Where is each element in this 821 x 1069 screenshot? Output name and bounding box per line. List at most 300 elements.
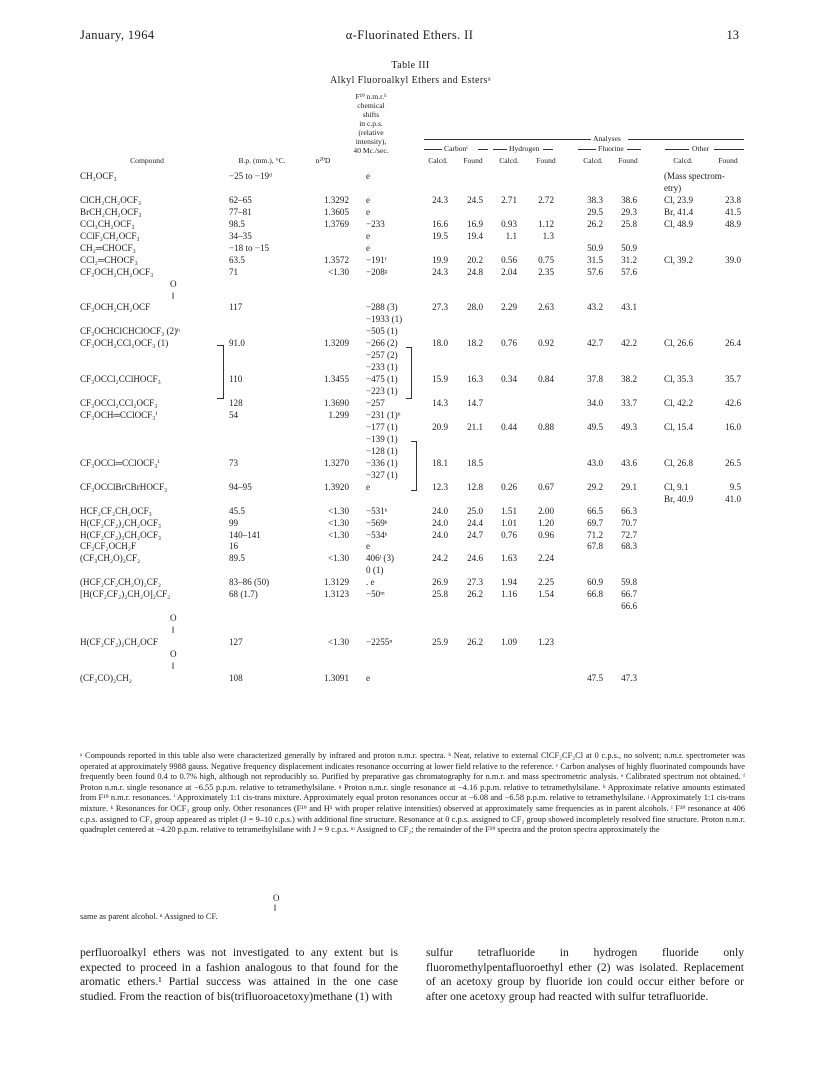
nd-cell: 1.3920 (323, 481, 349, 492)
shift-cell: −50ᵐ (366, 589, 385, 600)
compound-cell: ‖ (172, 625, 175, 636)
fluorine-found-cell: 43.6 (621, 457, 637, 468)
table-row (0, 170, 821, 182)
page-number: 13 (726, 28, 739, 42)
bp-cell: 128 (229, 398, 243, 409)
nd-header: n²⁰D (315, 156, 331, 165)
bp-cell: 71 (229, 266, 239, 277)
carbon-calcd-cell: 20.9 (432, 421, 448, 432)
compound-cell: (CF₃CO)₂CH₂ (80, 672, 132, 683)
table-row (0, 529, 821, 541)
body-paragraph: sulfur tetrafluoride in hydrogen fluoride only fluoromethylpentafluoroethyl ether (2) was isolated. Replacement of an acetoxy group by fluoride ion could occur either before or after one acetoxy group had reacted with sulfur tetrafluoride. (426, 946, 744, 1003)
bp-cell: 140–141 (229, 529, 261, 540)
carbon-found-cell: 25.0 (467, 505, 483, 516)
bp-cell: 34–35 (229, 230, 252, 241)
fluorine-calcd-cell: 67.8 (587, 541, 603, 552)
bp-cell: 77–81 (229, 206, 252, 217)
fluorine-found-cell: 72.7 (621, 529, 637, 540)
shift-cell: −327 (1) (366, 469, 398, 480)
table-row (0, 313, 821, 325)
compound-cell: CF₃CF₂OCH₂F (80, 541, 137, 552)
nd-cell: 1.3690 (323, 398, 349, 409)
fluorine-calcd-cell: 37.8 (587, 374, 603, 385)
shift-header (336, 92, 406, 155)
table-row (0, 517, 821, 529)
bp-cell: 54 (229, 410, 239, 420)
bp-cell: −25 to −19ᵈ (229, 171, 272, 181)
shift-cell: e (366, 206, 371, 217)
hydrogen-header: Hydrogen (509, 144, 540, 153)
bp-cell: 89.5 (229, 553, 245, 564)
carbon-found-cell: 24.7 (467, 529, 483, 540)
fluorine-calcd-cell: 43.0 (587, 457, 603, 468)
shift-cell: e (366, 171, 371, 181)
carbon-rule (478, 149, 488, 150)
fluorine-found-cell: 57.6 (621, 266, 637, 277)
table-row (0, 242, 821, 254)
hydrogen-found-cell: 0.96 (538, 529, 554, 540)
analyses-rule-right (628, 139, 744, 140)
compound-cell: H(CF₂CF₂)₂CH₂OCF₃ (80, 517, 162, 528)
bp-cell: 127 (229, 637, 243, 648)
nd-cell: <1.30 (327, 553, 349, 564)
table-row (0, 564, 821, 576)
nd-cell: <1.30 (327, 637, 349, 648)
compound-header: Compound (130, 156, 164, 165)
hydrogen-found-cell: 1.54 (538, 589, 554, 600)
other-found-cell: 23.8 (725, 194, 741, 205)
nd-cell: 1.3091 (323, 672, 349, 683)
hydrogen-calcd-header: Calcd. (499, 156, 519, 165)
shift-cell: e (366, 481, 371, 492)
body-column-right (426, 946, 744, 1004)
body-column-left (80, 946, 398, 1004)
shift-cell: . e (366, 577, 375, 588)
other-found-cell: 39.0 (725, 254, 741, 265)
fluorine-calcd-cell: 31.5 (587, 254, 603, 265)
carbon-found-cell: 20.2 (467, 254, 483, 265)
carbon-calcd-cell: 25.9 (432, 637, 448, 648)
compound-cell: (CF₃CH₂O)₂CF₂ (80, 553, 141, 564)
carbon-found-cell: 14.7 (467, 398, 483, 409)
hydrogen-calcd-cell: 1.51 (501, 505, 517, 516)
compound-cell: CF₃OCClBrCBrHOCF₃ (80, 481, 168, 492)
other-calcd-cell: Cl, 26.6 (664, 338, 694, 349)
bp-header: B.p. (mm.), °C. (238, 156, 286, 165)
other-found-cell: 9.5 (729, 481, 741, 492)
shift-header-line: 40 Mc./sec. (353, 146, 389, 155)
nd-cell: 1.3129 (323, 577, 349, 588)
bracket (217, 345, 224, 399)
table-row (0, 624, 821, 636)
shift-cell: −223 (1) (366, 386, 398, 397)
hydrogen-found-cell: 2.24 (538, 553, 554, 564)
compound-cell: CF₃OCHClCHClOCF₃ (2)ʰ (80, 326, 180, 337)
compound-cell: HCF₂CF₂CH₂OCF₃ (80, 505, 152, 516)
other-found-cell: 41.0 (725, 493, 741, 504)
hydrogen-found-cell: 0.75 (538, 254, 554, 265)
shift-cell: 406ˡ (3) (366, 553, 395, 564)
other-calcd-cell: Cl, 48.9 (664, 218, 694, 229)
carbon-calcd-cell: 24.2 (432, 553, 448, 564)
other-found-cell: 48.9 (725, 218, 741, 229)
carbon-calcd-cell: 27.3 (432, 302, 448, 313)
table-row (0, 278, 821, 290)
compound-cell: CF₃OCH₂CH₂OCF (80, 302, 151, 313)
carbon-calcd-cell: 24.0 (432, 505, 448, 516)
carbon-found-header: Found (463, 156, 483, 165)
compound-cell: CF₃OCCl═CClOCF₃ⁱ (80, 457, 160, 468)
other-calcd-header: Calcd. (673, 156, 693, 165)
compound-cell: CH₃OCF₃ (80, 171, 117, 181)
table-row (0, 290, 821, 302)
fluorine-found-cell: 66.6 (621, 601, 637, 612)
fluorine-rule (578, 149, 596, 150)
shift-header-line: shifts (362, 110, 380, 119)
shift-cell: −177 (1) (366, 421, 398, 432)
hydrogen-found-header: Found (536, 156, 556, 165)
carbon-calcd-cell: 19.9 (432, 254, 448, 265)
carbon-found-cell: 12.8 (467, 481, 483, 492)
compound-cell: ‖ (172, 660, 175, 671)
shift-cell: −531ᵏ (366, 505, 388, 516)
shift-cell: −475 (1) (366, 374, 398, 385)
bp-cell: 99 (229, 517, 239, 528)
other-calcd-cell: Cl, 9.1 (664, 481, 689, 492)
shift-cell: −266 (2) (366, 338, 398, 349)
fluorine-calcd-cell: 43.2 (587, 302, 603, 313)
shift-cell: e (366, 242, 371, 253)
hydrogen-calcd-cell: 1.1 (505, 230, 517, 241)
compound-cell: H(CF₂CF₂)₂CH₂OCF (80, 637, 158, 648)
shift-header-line: F¹⁹ n.m.r.ᵇ (355, 92, 387, 101)
compound-cell: [H(CF₂CF₂)₂CH₂O]₂CF₂ (80, 589, 171, 600)
hydrogen-calcd-cell: 2.29 (501, 302, 517, 313)
other-calcd-cell: Cl, 15.4 (664, 421, 694, 432)
other-found-cell: 42.6 (725, 398, 741, 409)
shift-cell: e (366, 541, 371, 552)
bracket (406, 347, 412, 399)
hydrogen-found-cell: 1.20 (538, 517, 554, 528)
hydrogen-calcd-cell: 1.63 (501, 553, 517, 564)
compound-cell: (HCF₂CF₂CH₂O)₂CF₂ (80, 577, 162, 588)
fluorine-calcd-cell: 69.7 (587, 517, 603, 528)
other-calcd-cell: Cl, 42.2 (664, 398, 694, 409)
carbon-header: Carbonᶜ (444, 144, 469, 153)
fluorine-found-cell: 49.3 (621, 421, 637, 432)
fluorine-calcd-cell: 42.7 (587, 338, 603, 349)
hydrogen-found-cell: 2.35 (538, 266, 554, 277)
fluorine-calcd-cell: 66.8 (587, 589, 603, 600)
compound-cell: CF₃OCH₂CH₂OCF₃ (80, 266, 154, 277)
carbon-calcd-cell: 24.0 (432, 517, 448, 528)
shift-cell: −569ᵏ (366, 517, 388, 528)
table-row (0, 600, 821, 612)
fluorine-found-cell: 50.9 (621, 242, 637, 253)
table-row (0, 540, 821, 552)
shift-cell: −257 (366, 398, 385, 409)
shift-cell: −233 (366, 218, 385, 229)
fluorine-found-cell: 29.3 (621, 206, 637, 217)
analyses-rule-left (424, 139, 591, 140)
footnote-text-end: same as parent alcohol. ⁿ Assigned to CF. (80, 912, 218, 921)
shift-cell: −534ᵏ (366, 529, 388, 540)
bp-cell: 68 (1.7) (229, 589, 258, 600)
carbon-calcd-cell: 26.9 (432, 577, 448, 588)
bp-cell: 73 (229, 457, 239, 468)
table-row (0, 254, 821, 266)
nd-cell: 1.299 (328, 410, 349, 420)
carbon-found-cell: 24.5 (467, 194, 483, 205)
compound-cell: H(CF₂CF₂)₃CH₂OCF₃ (80, 529, 162, 540)
hydrogen-found-cell: 2.72 (538, 194, 554, 205)
compound-cell: CClF₂CH₂OCF₃ (80, 230, 140, 241)
hydrogen-found-cell: 2.00 (538, 505, 554, 516)
table-row (0, 182, 821, 194)
table-row (0, 493, 821, 505)
shift-cell: e (366, 672, 371, 683)
carbon-found-cell: 24.8 (467, 266, 483, 277)
hydrogen-found-cell: 0.84 (538, 374, 554, 385)
table-row (0, 576, 821, 588)
bp-cell: 45.5 (229, 505, 245, 516)
carbon-found-cell: 21.1 (467, 421, 483, 432)
compound-cell: BrCH₂CH₂OCF₃ (80, 206, 142, 217)
hydrogen-calcd-cell: 1.09 (501, 637, 517, 648)
fluorine-found-cell: 38.2 (621, 374, 637, 385)
nd-cell: 1.3455 (323, 374, 349, 385)
compound-cell: CCl₂═CHOCF₃ (80, 254, 138, 265)
carbon-found-cell: 16.3 (467, 374, 483, 385)
nd-cell: <1.30 (327, 505, 349, 516)
table-title: Alkyl Fluoroalkyl Ethers and Estersᵃ (329, 75, 491, 86)
fluorine-calcd-cell: 71.2 (587, 529, 603, 540)
table-row (0, 612, 821, 624)
compound-cell: O (170, 613, 177, 624)
bp-cell: 98.5 (229, 218, 245, 229)
hydrogen-found-cell: 2.25 (538, 577, 554, 588)
other-found-cell: 16.0 (725, 421, 741, 432)
hydrogen-calcd-cell: 0.44 (501, 421, 517, 432)
other-rule (665, 149, 689, 150)
table-footnotes-end (80, 912, 745, 923)
fluorine-calcd-cell: 60.9 (587, 577, 603, 588)
shift-cell: −208ᵍ (366, 266, 388, 277)
fluorine-calcd-cell: 29.5 (587, 206, 603, 217)
compound-cell: CF₃OCH₂CCl₂OCF₃ (1) (80, 338, 169, 349)
fluorine-found-cell: 66.3 (621, 505, 637, 516)
hydrogen-calcd-cell: 0.93 (501, 218, 517, 229)
hydrogen-found-cell: 1.23 (538, 637, 554, 648)
fluorine-found-cell: 43.1 (621, 302, 637, 313)
compound-cell: CF₃OCH═CClOCF₃ⁱ (80, 410, 158, 420)
fluorine-found-cell: 38.6 (621, 194, 637, 205)
hydrogen-calcd-cell: 0.26 (501, 481, 517, 492)
hydrogen-calcd-cell: 0.34 (501, 374, 517, 385)
nd-cell: 1.3605 (323, 206, 349, 217)
carbon-calcd-cell: 24.3 (432, 194, 448, 205)
shift-header-line: intensity), (355, 137, 387, 146)
hydrogen-rule (543, 149, 553, 150)
table-row (0, 266, 821, 278)
nd-cell: 1.3123 (323, 589, 349, 600)
table-row (0, 230, 821, 242)
carbon-calcd-cell: 18.1 (432, 457, 448, 468)
nd-cell: <1.30 (327, 266, 349, 277)
fluorine-found-cell: 31.2 (621, 254, 637, 265)
body-paragraph: perfluoroalkyl ethers was not investigated to any extent but is expected to proceed in a fashion analogous to that found for the aromatic ethers.¹ Partial success was attained in the one case studied. From the reaction of bis(trifluoroacetoxy)methane (1) with (80, 946, 398, 1003)
compound-cell: O (170, 278, 177, 289)
table-row (0, 505, 821, 517)
table-row (0, 301, 821, 313)
nd-cell: 1.3572 (323, 254, 349, 265)
fluorine-found-cell: 70.7 (621, 517, 637, 528)
fluorine-calcd-cell: 47.5 (587, 672, 603, 683)
table-number: Table III (391, 60, 430, 71)
fluorine-calcd-cell: 38.3 (587, 194, 603, 205)
shift-cell: −505 (1) (366, 326, 398, 337)
other-calcd-cell: Br, 40.9 (664, 493, 694, 504)
bp-cell: 94–95 (229, 481, 252, 492)
hydrogen-found-cell: 1.3 (542, 230, 554, 241)
hydrogen-found-cell: 1.12 (538, 218, 554, 229)
other-found-cell: 26.4 (725, 338, 741, 349)
carbon-calcd-cell: 14.3 (432, 398, 448, 409)
nd-cell: 1.3769 (323, 218, 349, 229)
analyses-header: Analyses (593, 134, 621, 143)
shift-header-line: in c.p.s. (359, 119, 383, 128)
table-row (0, 194, 821, 206)
header-date: January, 1964 (80, 28, 155, 42)
table-row (0, 588, 821, 600)
carbon-calcd-header: Calcd. (428, 156, 448, 165)
hydrogen-calcd-cell: 1.16 (501, 589, 517, 600)
compound-cell: ‖ (172, 290, 175, 301)
other-found-cell: 35.7 (725, 374, 741, 385)
shift-cell: e (366, 230, 371, 241)
other-calcd-cell: Cl, 26.8 (664, 457, 694, 468)
fluorine-found-cell: 42.2 (621, 338, 637, 349)
bp-cell: 110 (229, 374, 243, 385)
shift-cell: −1933 (1) (366, 314, 403, 325)
table-row (0, 325, 821, 337)
fluorine-calcd-header: Calcd. (583, 156, 603, 165)
fluorine-calcd-cell: 34.0 (587, 398, 603, 409)
fluorine-calcd-cell: 50.9 (587, 242, 603, 253)
other-found-cell: 26.5 (725, 457, 741, 468)
fluorine-found-cell: 59.8 (621, 577, 637, 588)
table-row (0, 648, 821, 660)
shift-cell: −2255ⁿ (366, 637, 393, 648)
nd-cell: 1.3292 (323, 194, 349, 205)
nd-cell: 1.3209 (323, 338, 349, 349)
hydrogen-found-cell: 0.88 (538, 421, 554, 432)
table-row (0, 206, 821, 218)
shift-cell: −233 (1) (366, 362, 398, 373)
carbon-calcd-cell: 25.8 (432, 589, 448, 600)
other-calcd-cell: Cl, 35.3 (664, 374, 694, 385)
fluorine-calcd-cell: 66.5 (587, 505, 603, 516)
nd-cell: <1.30 (327, 517, 349, 528)
carbon-rule (424, 149, 442, 150)
fluorine-rule (627, 149, 641, 150)
carbon-found-cell: 28.0 (467, 302, 483, 313)
fluorine-found-cell: 68.3 (621, 541, 637, 552)
table-row (0, 672, 821, 684)
hydrogen-found-cell: 0.92 (538, 338, 554, 349)
carbon-found-cell: 26.2 (467, 589, 483, 600)
table-row (0, 636, 821, 648)
hydrogen-rule (493, 149, 507, 150)
other-calcd-cell: (Mass spectrom- (664, 171, 725, 181)
carbon-found-cell: 27.3 (467, 577, 483, 588)
other-calcd-cell: Br, 41.4 (664, 206, 694, 217)
fluorine-header: Fluorine (598, 144, 624, 153)
fluorine-found-cell: 33.7 (621, 398, 637, 409)
compound-cell: CF₃OCCl₂CClHOCF₃ (80, 374, 161, 385)
hydrogen-calcd-cell: 2.04 (501, 266, 517, 277)
hydrogen-calcd-cell: 0.76 (501, 338, 517, 349)
fluorine-calcd-cell: 29.2 (587, 481, 603, 492)
fluorine-found-cell: 29.1 (621, 481, 637, 492)
footnote-text: ᵃ Compounds reported in this table also were characterized generally by infrared and proton n.m.r. spectra. ᵇ Neat, relative to external ClCF₂CF₂Cl at 0 c.p.s., no solvent; n.m.r. spectrometer was operated at approximately 9988 gauss. Negative frequency displacement indicates resonance occurring at lower field relative to the reference. ᶜ Carbon analyses of highly fluorinated compounds have frequently been found 0.4 to 0.7% high, although not reproducibly so. Purified by preparative gas chromatography for n.m.r. and mass spectrometric analysis. ᵉ Calibrated spectrum not obtained. ᶠ Proton n.m.r. single resonance at −6.55 p.p.m. relative to tetramethylsilane. ᵍ Proton n.m.r. single resonance at −4.16 p.p.m. relative to tetramethylsilane. ʰ Approximate relative amounts estimated from F¹⁹ n.m.r. resonances. ⁱ Approximately 1:1 cis-trans mixture. Approximately equal proton resonances occur at −6.08 and −6.58 p.p.m. relative to tetramethylsilane. ʲ Approximately 1:1 cis-trans mixture. ᵏ Resonances for OCF₃ group only. Other resonances (F¹⁹ and H¹ with proper relative intensities) observed at approximately same frequencies as in parent alcohols. ˡ F¹⁹ resonance at 406 c.p.s. assigned to CF₃ group appeared as triplet (J = 9–10 c.p.s.) with additional fine structure. Resonance at 0 c.p.s. assigned to CF₂ group showed incompletely resolved fine structure. Proton n.m.r. quadruplet centered at −4.20 p.p.m. relative to tetramethylsilane with J = 9 c.p.s. ᵐ Assigned to CF₂; the remainder of the F¹⁹ spectra and the proton spectra approximately the (80, 751, 745, 835)
table-row (0, 421, 821, 433)
fluorine-found-header: Found (618, 156, 638, 165)
compound-cell: ClCH₂CH₂OCF₃ (80, 194, 142, 205)
shift-header-line: chemical (357, 101, 385, 110)
compound-cell: CF₃OCCl₂CCl₂OCF₃ (80, 398, 158, 409)
hydrogen-found-cell: 0.67 (538, 481, 554, 492)
other-calcd-cell: Cl, 39.2 (664, 254, 694, 265)
table-footnotes (80, 751, 745, 836)
bp-cell: 63.5 (229, 254, 245, 265)
nd-cell: <1.30 (327, 529, 349, 540)
shift-cell: e (366, 194, 371, 205)
bp-cell: 117 (229, 302, 243, 313)
carbon-found-cell: 18.2 (467, 338, 483, 349)
carbon-calcd-cell: 24.0 (432, 529, 448, 540)
other-found-cell: 41.5 (725, 206, 741, 217)
shift-header-line: (relative (358, 128, 384, 137)
bracket (411, 441, 417, 491)
shift-cell: −231 (1)ʰ (366, 410, 401, 420)
carbon-calcd-cell: 15.9 (432, 374, 448, 385)
footnote-carbonyl-bond: ‖ (274, 903, 277, 913)
table-row (0, 552, 821, 564)
hydrogen-calcd-cell: 2.71 (501, 194, 517, 205)
other-found-header: Found (718, 156, 738, 165)
shift-cell: −128 (1) (366, 445, 398, 456)
table-row (0, 409, 821, 421)
running-header (80, 28, 739, 44)
header-title: α-Fluorinated Ethers. II (345, 28, 474, 42)
hydrogen-found-cell: 2.63 (538, 302, 554, 313)
hydrogen-calcd-cell: 1.94 (501, 577, 517, 588)
bp-cell: 91.0 (229, 338, 245, 349)
table-row (0, 218, 821, 230)
other-calcd-cell: Cl, 23.9 (664, 194, 694, 205)
fluorine-found-cell: 66.7 (621, 589, 637, 600)
carbon-found-cell: 16.9 (467, 218, 483, 229)
carbon-found-cell: 19.4 (467, 230, 483, 241)
nd-cell: 1.3270 (323, 457, 349, 468)
shift-cell: 0 (1) (366, 565, 384, 576)
carbon-calcd-cell: 19.5 (432, 230, 448, 241)
hydrogen-calcd-cell: 0.56 (501, 254, 517, 265)
shift-cell: −336 (1) (366, 457, 398, 468)
compound-cell: CH₂═CHOCF₃ (80, 242, 136, 253)
bp-cell: 62–65 (229, 194, 252, 205)
